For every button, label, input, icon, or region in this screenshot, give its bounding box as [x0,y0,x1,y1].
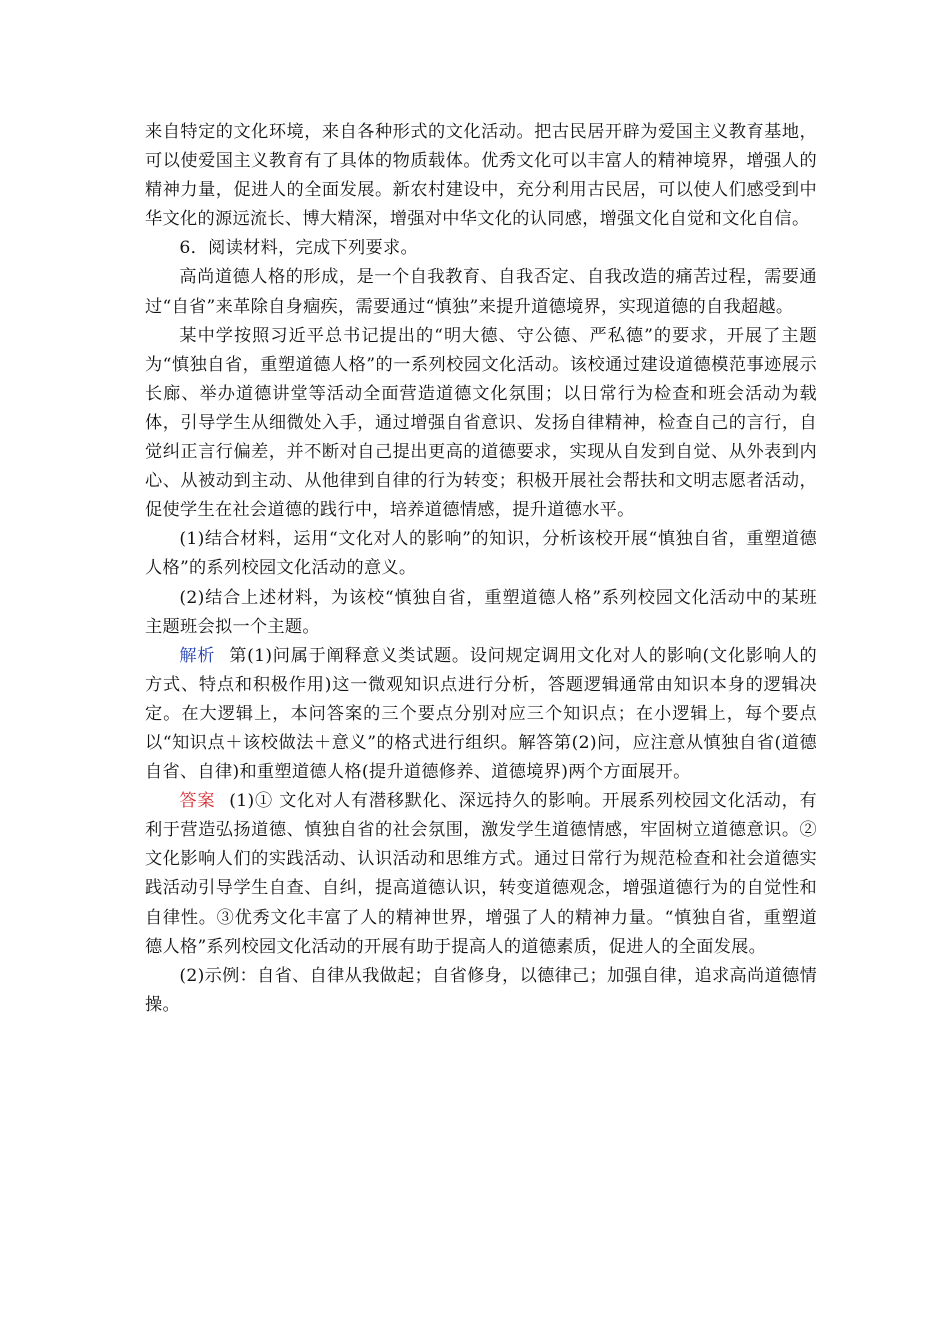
answer-text: (1)① 文化对人有潜移默化、深远持久的影响。开展系列校园文化活动，有利于营造弘扬道德、慎独自省的社会氛围，激发学生道德情感，牢固树立道德意识。②文化影响人们的实践活动、认识活动和思维方式。通过日常行为规范检查和社会道德实践活动引导学生自查、自纠，提高道德认识，转变道德观念，增强道德行为的自觉性和自律性。③优秀文化丰富了人的精神世界，增强了人的精神力量。“慎独自省，重塑道德人格”系列校园文化活动的开展有助于提高人的道德素质，促进人的全面发展。 [145,791,817,957]
material-continuation-paragraph: 来自特定的文化环境，来自各种形式的文化活动。把古民居开辟为爱国主义教育基地，可以使爱国主义教育有了具体的物质载体。优秀文化可以丰富人的精神境界，增强人的精神力量，促进人的全面发展。新农村建设中，充分利用古民居，可以使人们感受到中华文化的源远流长、博大精深，增强对中华文化的认同感，增强文化自觉和文化自信。 [145,122,817,230]
analysis-paragraph [145,642,817,787]
answer-example: (2)示例：自省、自律从我做起；自省修身，以德律己；加强自律，追求高尚道德情操。 [145,965,817,1015]
material-paragraph-2: 某中学按照习近平总书记提出的“明大德、守公德、严私德”的要求，开展了主题为“慎独自省，重塑道德人格”的一系列校园文化活动。该校通过建设道德模范事迹展示长廊、举办道德讲堂等活动全面营造道德文化氛围；以日常行为检查和班会活动为载体，引导学生从细微处入手，通过增强自省意识、发扬自律精神，检查自己的言行，自觉纠正言行偏差，并不断对自己提出更高的道德要求，实现从自发到自觉、从外表到内心、从被动到主动、从他律到自律的行为转变；积极开展社会帮扶和文明志愿者活动，促使学生在社会道德的践行中，培养道德情感，提升道德水平。 [145,325,817,521]
question-part-2: (2)结合上述材料，为该校“慎独自省，重塑道德人格”系列校园文化活动中的某班主题班会拟一个主题。 [145,587,817,637]
material-paragraph-1: 高尚道德人格的形成，是一个自我教育、自我否定、自我改造的痛苦过程，需要通过“自省”来革除自身痼疾，需要通过“慎独”来提升道德境界，实现道德的自我超越。 [145,267,817,317]
analysis-text: 第(1)问属于阐释意义类试题。设问规定调用文化对人的影响(文化影响人的方式、特点和积极作用)这一微观知识点进行分析，答题逻辑通常由知识本身的逻辑决定。在大逻辑上，本问答案的三个要点分别对应三个知识点；在小逻辑上，每个要点以“知识点＋该校做法＋意义”的格式进行组织。解答第(2)问，应注意从慎独自省(道德自省、自律)和重塑道德人格(提升道德修养、道德境界)两个方面展开。 [145,645,817,783]
question-part-1: (1)结合材料，运用“文化对人的影响”的知识，分析该校开展“慎独自省，重塑道德人格”的系列校园文化活动的意义。 [145,529,817,579]
analysis-label: 解析 [179,645,216,666]
question-6-heading: 6．阅读材料，完成下列要求。 [179,238,418,259]
answer-paragraph [145,787,817,962]
answer-label: 答案 [179,791,216,812]
document-body [145,118,817,1020]
